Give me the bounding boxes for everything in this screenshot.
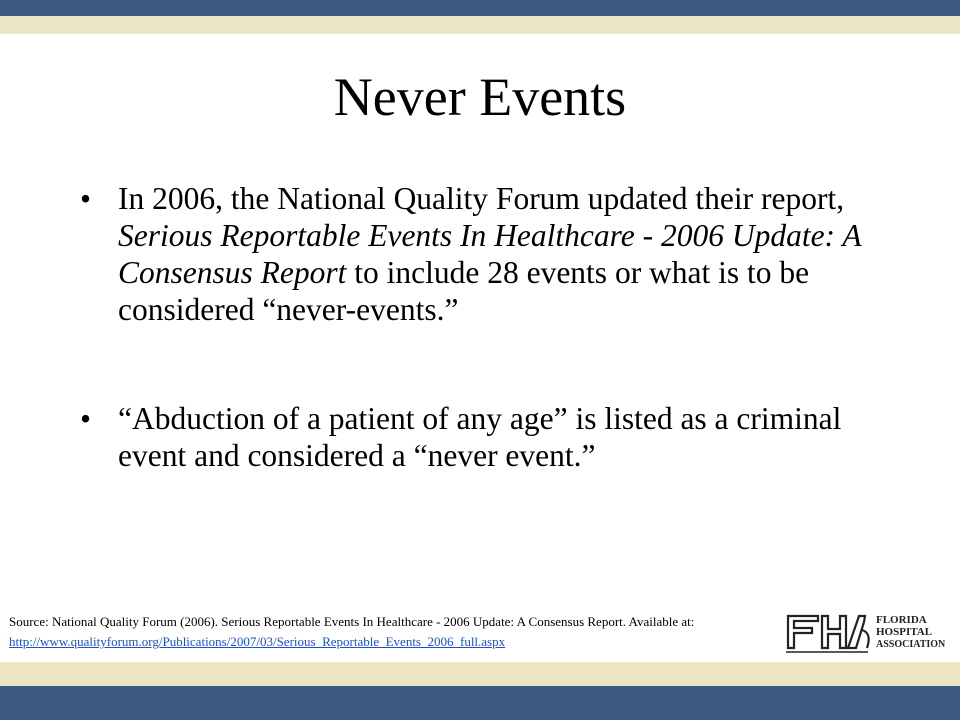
bottom-tan-band [0,662,960,686]
top-tan-band [0,16,960,34]
bullet-dot-icon: • [80,181,92,216]
logo-line1: FLORIDA [876,614,927,626]
fha-logo [782,604,948,656]
source-text: Source: National Quality Forum (2006). Serious Reportable Events In Healthcare - 2006 Update: A Consensus Report. Available at: [9,614,695,629]
logo-line3: ASSOCIATION [876,639,946,650]
source-citation [9,612,779,652]
bullet-dot-icon: • [80,401,92,436]
fha-logo-mark-icon [786,616,869,652]
bullet-item-nqf-report [80,180,880,328]
slide-title: Never Events [333,67,627,127]
top-navy-band [0,0,960,16]
bullet-text-part2: to include 28 events or what is to be considered “never-events.” [118,255,810,327]
bullet-list [80,180,880,474]
bottom-navy-band [0,686,960,720]
bullet-text: “Abduction of a patient of any age” is listed as a criminal event and considered a “never event.” [118,401,842,473]
bullet-text-part1: In 2006, the National Quality Forum updated their report, [118,181,845,216]
report-title-italic: Serious Reportable Events In Healthcare - 2006 Update: A Consensus Report [118,218,862,290]
bullet-item-abduction [80,400,880,474]
logo-line2: HOSPITAL [876,626,933,638]
source-link[interactable]: http://www.qualityforum.org/Publications/2007/03/Serious_Reportable_Events_2006_full.aspx [9,634,506,649]
